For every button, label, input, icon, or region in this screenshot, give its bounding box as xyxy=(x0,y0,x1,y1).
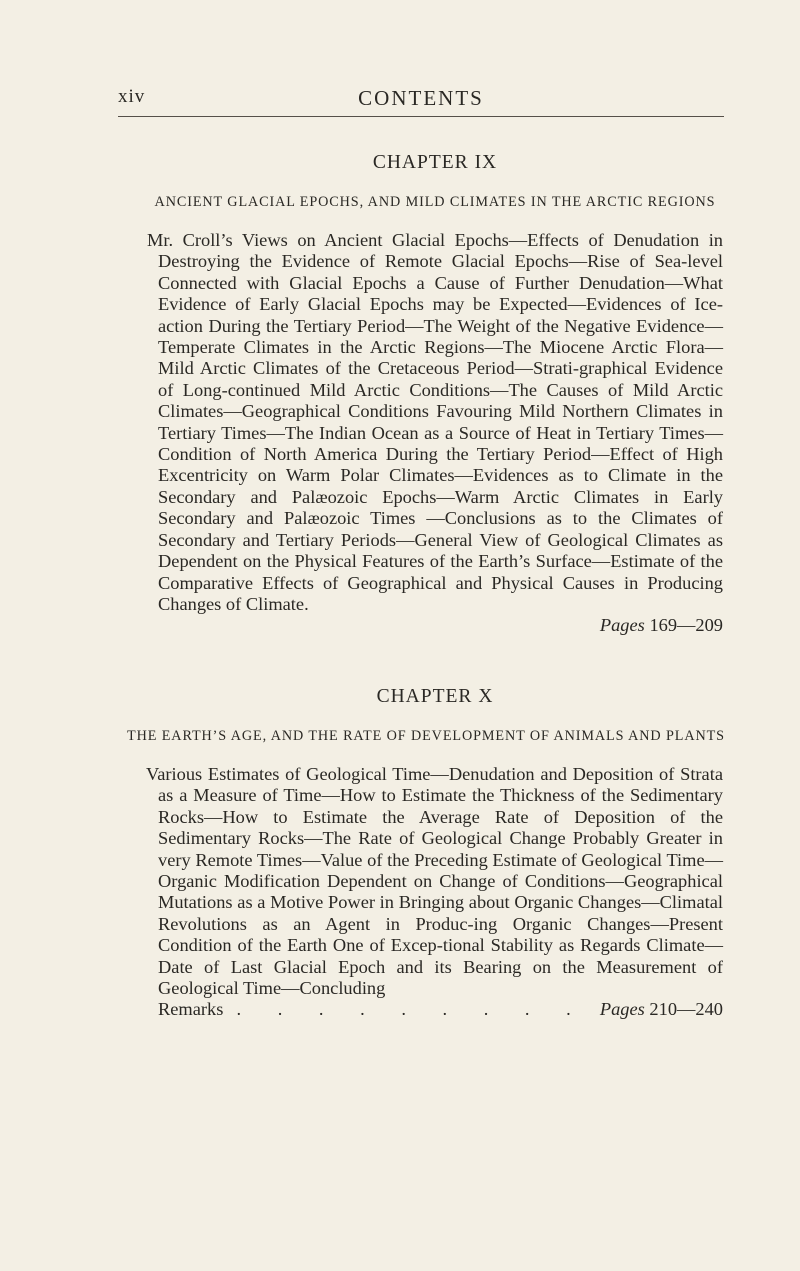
chapter-x-entry xyxy=(127,686,725,1021)
chapter-summary: Mr. Croll’s Views on Ancient Glacial Epochs—Effects of Denudation in Destroying the Evidence of Remote Glacial Epochs—Rise of Sea-level Connected with Glacial Epochs a Cause of Further Denudation—What Evidence of Early Glacial Epochs may be Expected—Evidences of Ice-action During the Tertiary Period—The Weight of the Negative Evidence—Temperate Climates in the Arctic Regions—The Miocene Arctic Flora—Mild Arctic Climates of the Cretaceous Period—Strati-graphical Evidence of Long-continued Mild Arctic Conditions—The Causes of Mild Arctic Climates—Geographical Conditions Favouring Mild Northern Climates in Tertiary Times—The Indian Ocean as a Source of Heat in Tertiary Times—Condition of North America During the Tertiary Period—Effect of High Excentricity on Warm Polar Climates—Evidences as to Climate in the Secondary and Palæozoic Epochs—Warm Arctic Climates in Early Secondary and Palæozoic Times —Conclusions as to the Climates of Secondary and Tertiary Periods—General View of Geological Climates as Dependent on the Physical Features of the Earth’s Surface—Estimate of the Comparative Effects of Geographical and Physical Causes in Producing Changes of Climate. xyxy=(147,230,723,614)
running-head-title: CONTENTS xyxy=(358,86,484,110)
chapter-heading: CHAPTER IX xyxy=(372,152,498,173)
pages-label: Pages xyxy=(599,615,645,636)
dot-leaders: . . . . . . . . . xyxy=(236,999,587,1020)
page-range xyxy=(600,999,723,1020)
chapter-summary: Various Estimates of Geological Time—Denudation and Deposition of Strata as a Measure of Time—How to Estimate the Thickness of the Sedimentary Rocks—How to Estimate the Average Rate of Deposition of the Sedimentary Rocks—The Rate of Geological Change Probably Greater in very Remote Times—Value of the Preceding Estimate of Geological Time—Organic Modification Dependent on Change of Conditions—Geographical Mutations as a Motive Power in Bringing about Organic Changes—Climatal Revolutions as an Agent in Produc-ing Organic Changes—Present Condition of the Earth One of Excep-tional Stability as Regards Climate—Date of Last Glacial Epoch and its Bearing on the Measurement of Geological Time—Concluding xyxy=(146,764,723,999)
page-number: xiv xyxy=(118,86,146,107)
pages-label: Pages xyxy=(599,999,645,1020)
pages-range: 210—240 xyxy=(649,999,723,1020)
chapter-ix-entry xyxy=(147,152,723,637)
chapter-subtitle: THE EARTH’S AGE, AND THE RATE OF DEVELOPMENT OF ANIMALS AND PLANTS xyxy=(127,728,725,744)
header-rule xyxy=(118,116,724,117)
summary-last-line xyxy=(147,999,723,1020)
running-head xyxy=(118,86,724,116)
pages-range: 169—209 xyxy=(649,615,723,636)
chapter-heading: CHAPTER X xyxy=(376,686,494,707)
page-range xyxy=(147,615,723,636)
chapter-subtitle: ANCIENT GLACIAL EPOCHS, AND MILD CLIMATES IN THE ARCTIC REGIONS xyxy=(154,194,716,210)
summary-final-word: Remarks xyxy=(158,999,224,1020)
